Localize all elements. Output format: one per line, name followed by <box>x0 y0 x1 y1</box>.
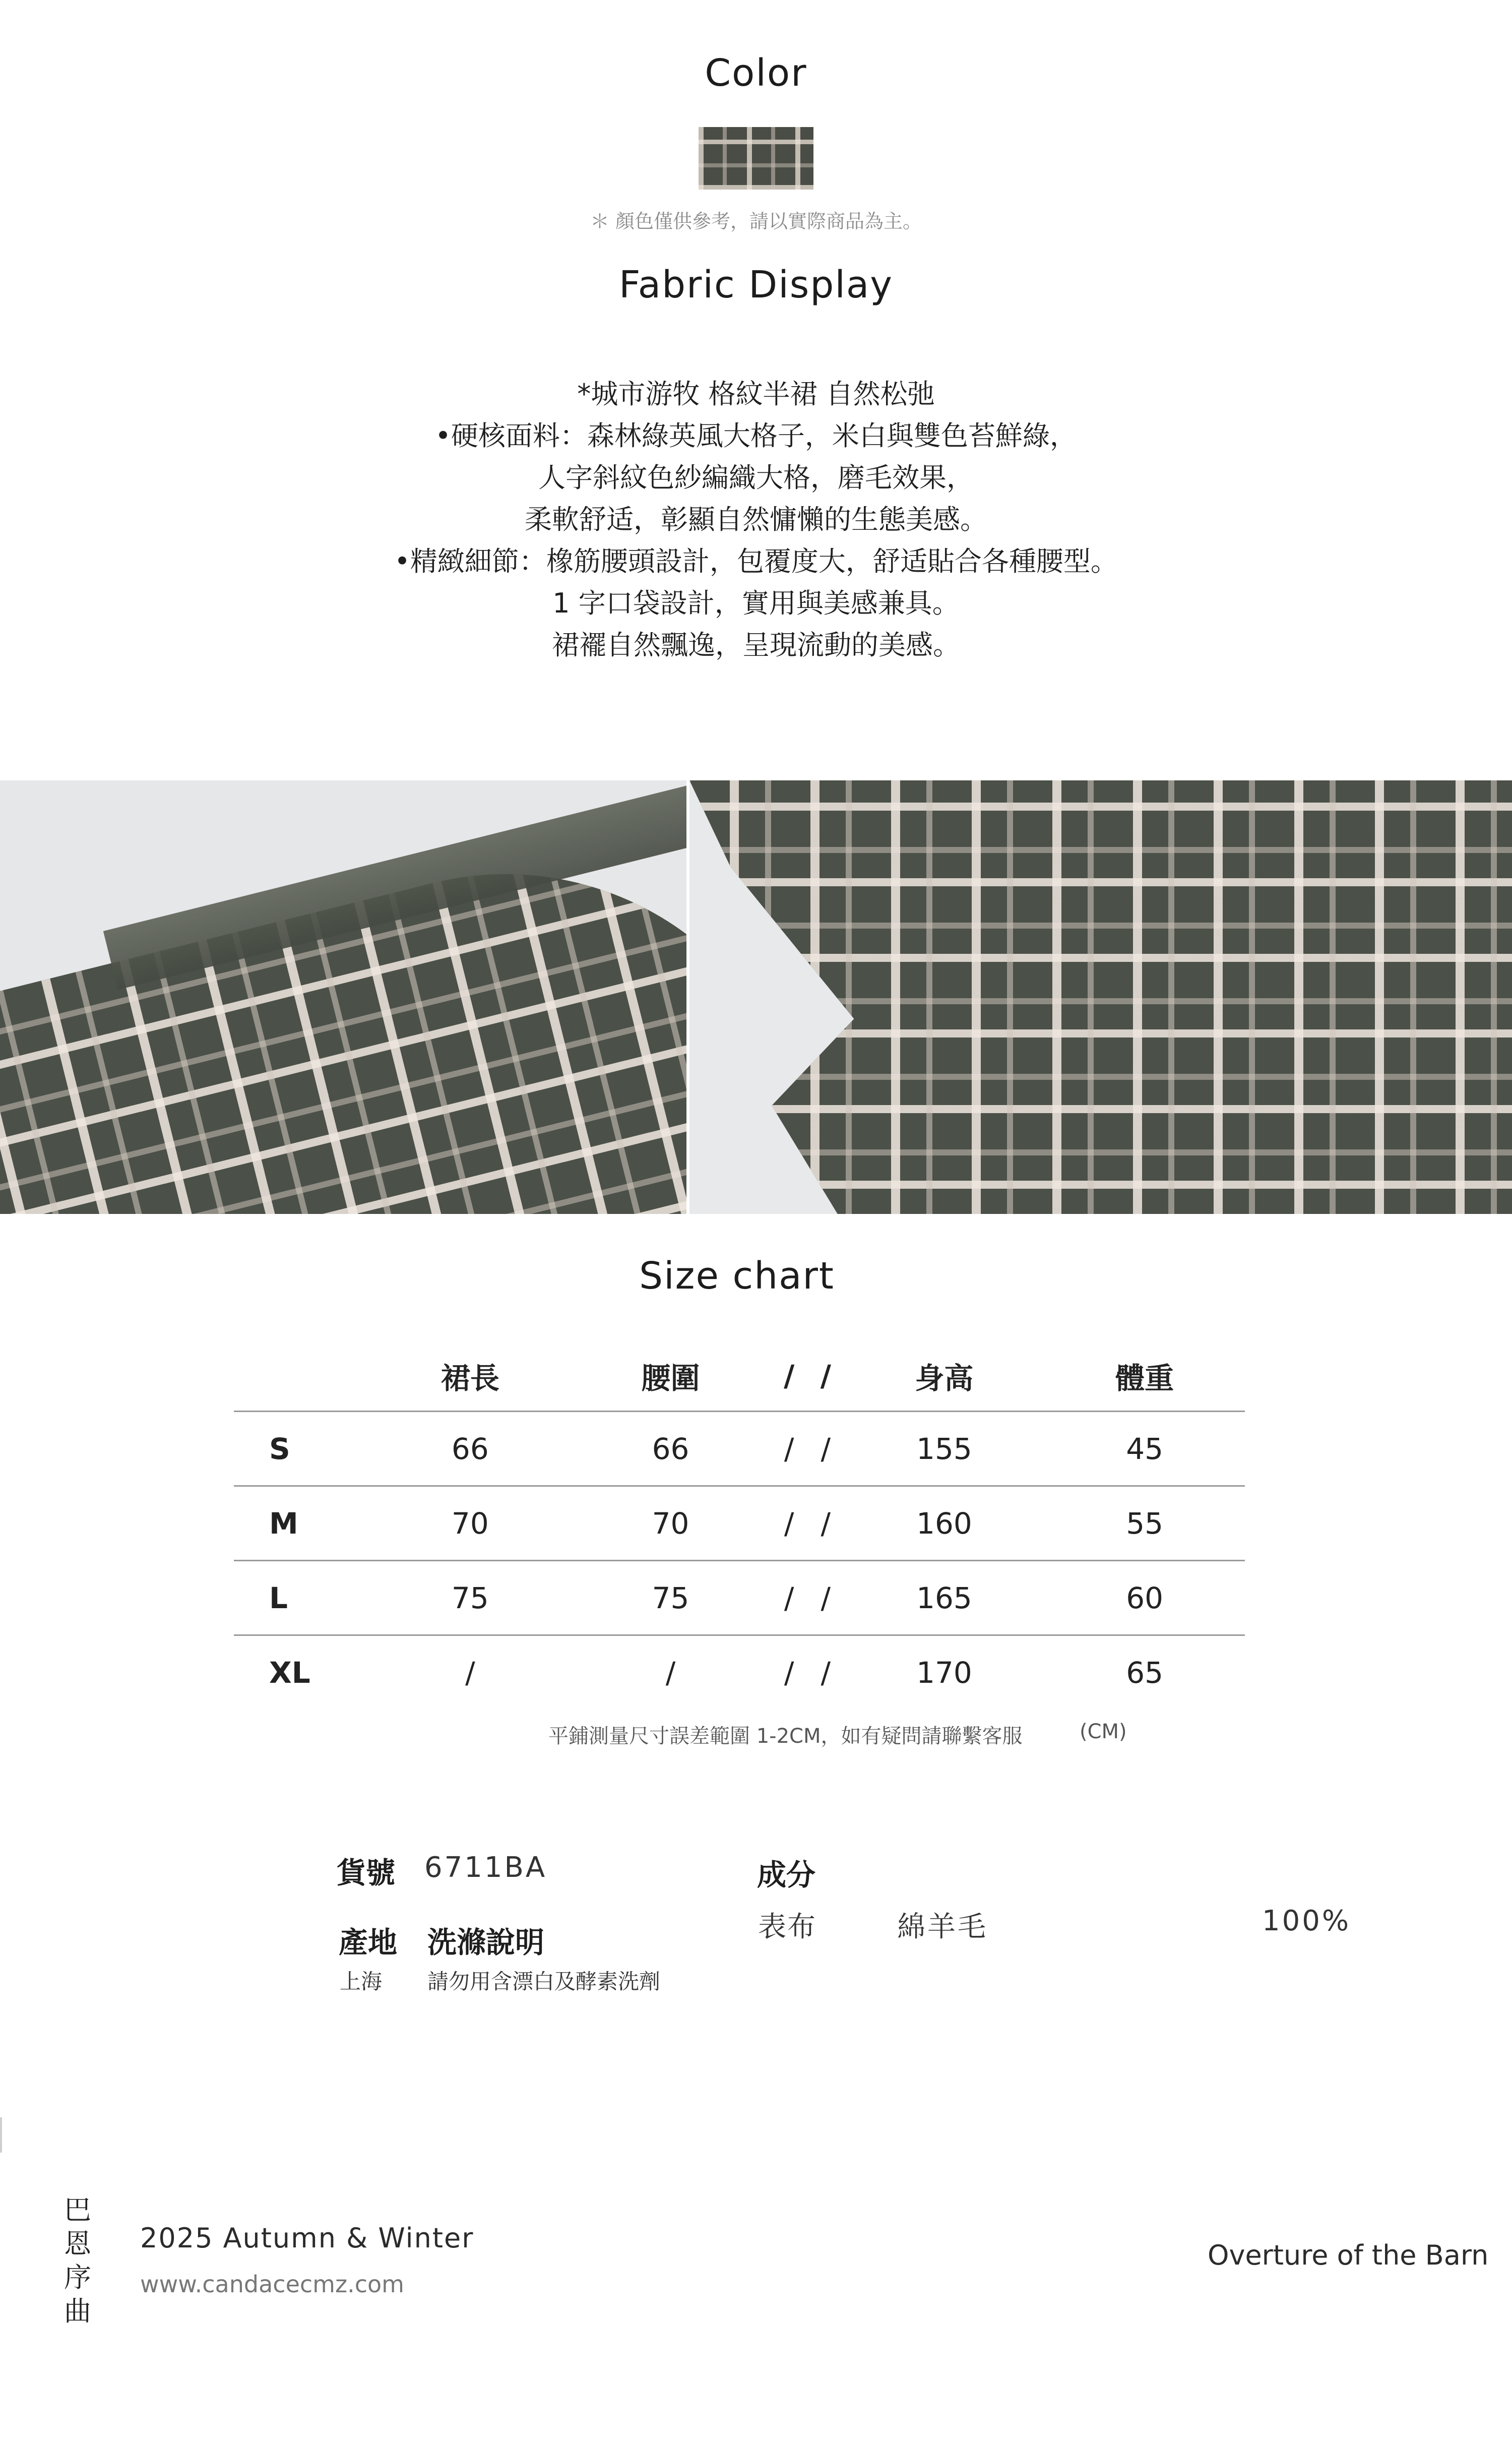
item-no-value: 6711BA <box>424 1851 547 1884</box>
composition-label: 成分 <box>757 1858 816 1892</box>
table-row <box>234 1412 1245 1486</box>
fabric-line: •精緻細節：橡筋腰頭設計，包覆度大，舒适貼合各種腰型。 <box>394 545 1118 577</box>
table-cell: 160 <box>844 1486 1045 1561</box>
table-cell: 60 <box>1044 1561 1245 1635</box>
table-cell: / <box>771 1412 807 1486</box>
table-cell: 75 <box>370 1561 571 1635</box>
brand-char: 曲 <box>64 2295 91 2327</box>
header-cell <box>234 1341 370 1412</box>
table-cell: / <box>771 1486 807 1561</box>
wash-value: 請勿用含漂白及酵素洗劑 <box>427 1969 661 1994</box>
fabric-line: 柔軟舒适，彰顯自然慵懶的生態美感。 <box>525 504 987 535</box>
table-cell: / <box>771 1561 807 1635</box>
color-swatch[interactable] <box>699 127 813 190</box>
season-text: 2025 Autumn & Winter <box>140 2222 474 2254</box>
table-cell: 165 <box>844 1561 1045 1635</box>
size-table <box>234 1341 1245 1709</box>
color-note: ＊ 顏色僅供參考，請以實際商品為主。 <box>590 210 922 232</box>
composition-percent: 100% <box>1262 1905 1351 1937</box>
table-row <box>234 1635 1245 1710</box>
table-cell: 65 <box>1044 1635 1245 1710</box>
size-chart-unit: (CM) <box>1080 1720 1127 1743</box>
table-row <box>234 1561 1245 1635</box>
table-cell: 55 <box>1044 1486 1245 1561</box>
table-cell: 66 <box>571 1412 771 1486</box>
header-cell: / <box>784 1359 795 1393</box>
table-row <box>234 1486 1245 1561</box>
table-cell: / <box>571 1635 771 1710</box>
fabric-title: Fabric Display <box>618 263 894 307</box>
header-cell: / <box>820 1359 831 1393</box>
fabric-description <box>0 373 1512 666</box>
table-cell: 66 <box>370 1412 571 1486</box>
website-link[interactable]: www.candacecmz.com <box>140 2271 404 2298</box>
size-chart-note: 平鋪測量尺寸誤差範圍 1-2CM，如有疑問請聯繫客服 <box>548 1725 1023 1748</box>
size-label: L <box>234 1561 370 1635</box>
size-label: XL <box>234 1635 370 1710</box>
fabric-line: •硬核面料：森林綠英風大格子，米白與雙色苔鮮綠， <box>435 420 1077 452</box>
left-edge-mark <box>0 2117 2 2153</box>
size-label: S <box>234 1412 370 1486</box>
fabric-photo-hem <box>689 780 1512 1214</box>
brand-vertical <box>62 2193 93 2328</box>
table-cell: / <box>807 1561 844 1635</box>
table-cell: 75 <box>571 1561 771 1635</box>
fabric-line: 人字斜紋色紗編織大格，磨毛效果， <box>538 462 974 494</box>
brand-char: 巴 <box>64 2194 91 2226</box>
header-cell: 裙長 <box>440 1361 499 1395</box>
wash-label: 洗滌說明 <box>427 1925 545 1960</box>
table-cell: / <box>807 1412 844 1486</box>
origin-label: 產地 <box>339 1925 398 1960</box>
composition-part: 表布 <box>758 1911 816 1943</box>
header-cell: 體重 <box>1115 1361 1174 1395</box>
header-cell: 身高 <box>915 1361 974 1395</box>
table-cell: / <box>807 1486 844 1561</box>
table-cell: 70 <box>571 1486 771 1561</box>
item-no-label: 貨號 <box>337 1856 396 1890</box>
header-cell: 腰圍 <box>641 1361 700 1395</box>
table-cell: 155 <box>844 1412 1045 1486</box>
table-cell: / <box>807 1635 844 1710</box>
size-table-header <box>234 1341 1245 1412</box>
composition-material: 綿羊毛 <box>897 1911 988 1943</box>
brand-char: 序 <box>64 2262 91 2293</box>
table-cell: 70 <box>370 1486 571 1561</box>
table-cell: 45 <box>1044 1412 1245 1486</box>
origin-value: 上海 <box>340 1969 383 1994</box>
fabric-line: 1 字口袋設計，實用與美感兼具。 <box>552 587 960 619</box>
fabric-line: 裙襬自然飄逸，呈現流動的美感。 <box>552 629 960 661</box>
fabric-line: *城市游牧 格紋半裙 自然松弛 <box>577 378 935 410</box>
size-label: M <box>234 1486 370 1561</box>
table-cell: 170 <box>844 1635 1045 1710</box>
collection-name: Overture of the Barn <box>1208 2239 1489 2271</box>
table-cell: / <box>771 1635 807 1710</box>
brand-char: 恩 <box>64 2228 91 2260</box>
table-cell: / <box>370 1635 571 1710</box>
size-chart-title: Size chart <box>639 1254 835 1298</box>
color-title: Color <box>705 51 807 95</box>
fabric-photo-waistband <box>0 780 686 1214</box>
